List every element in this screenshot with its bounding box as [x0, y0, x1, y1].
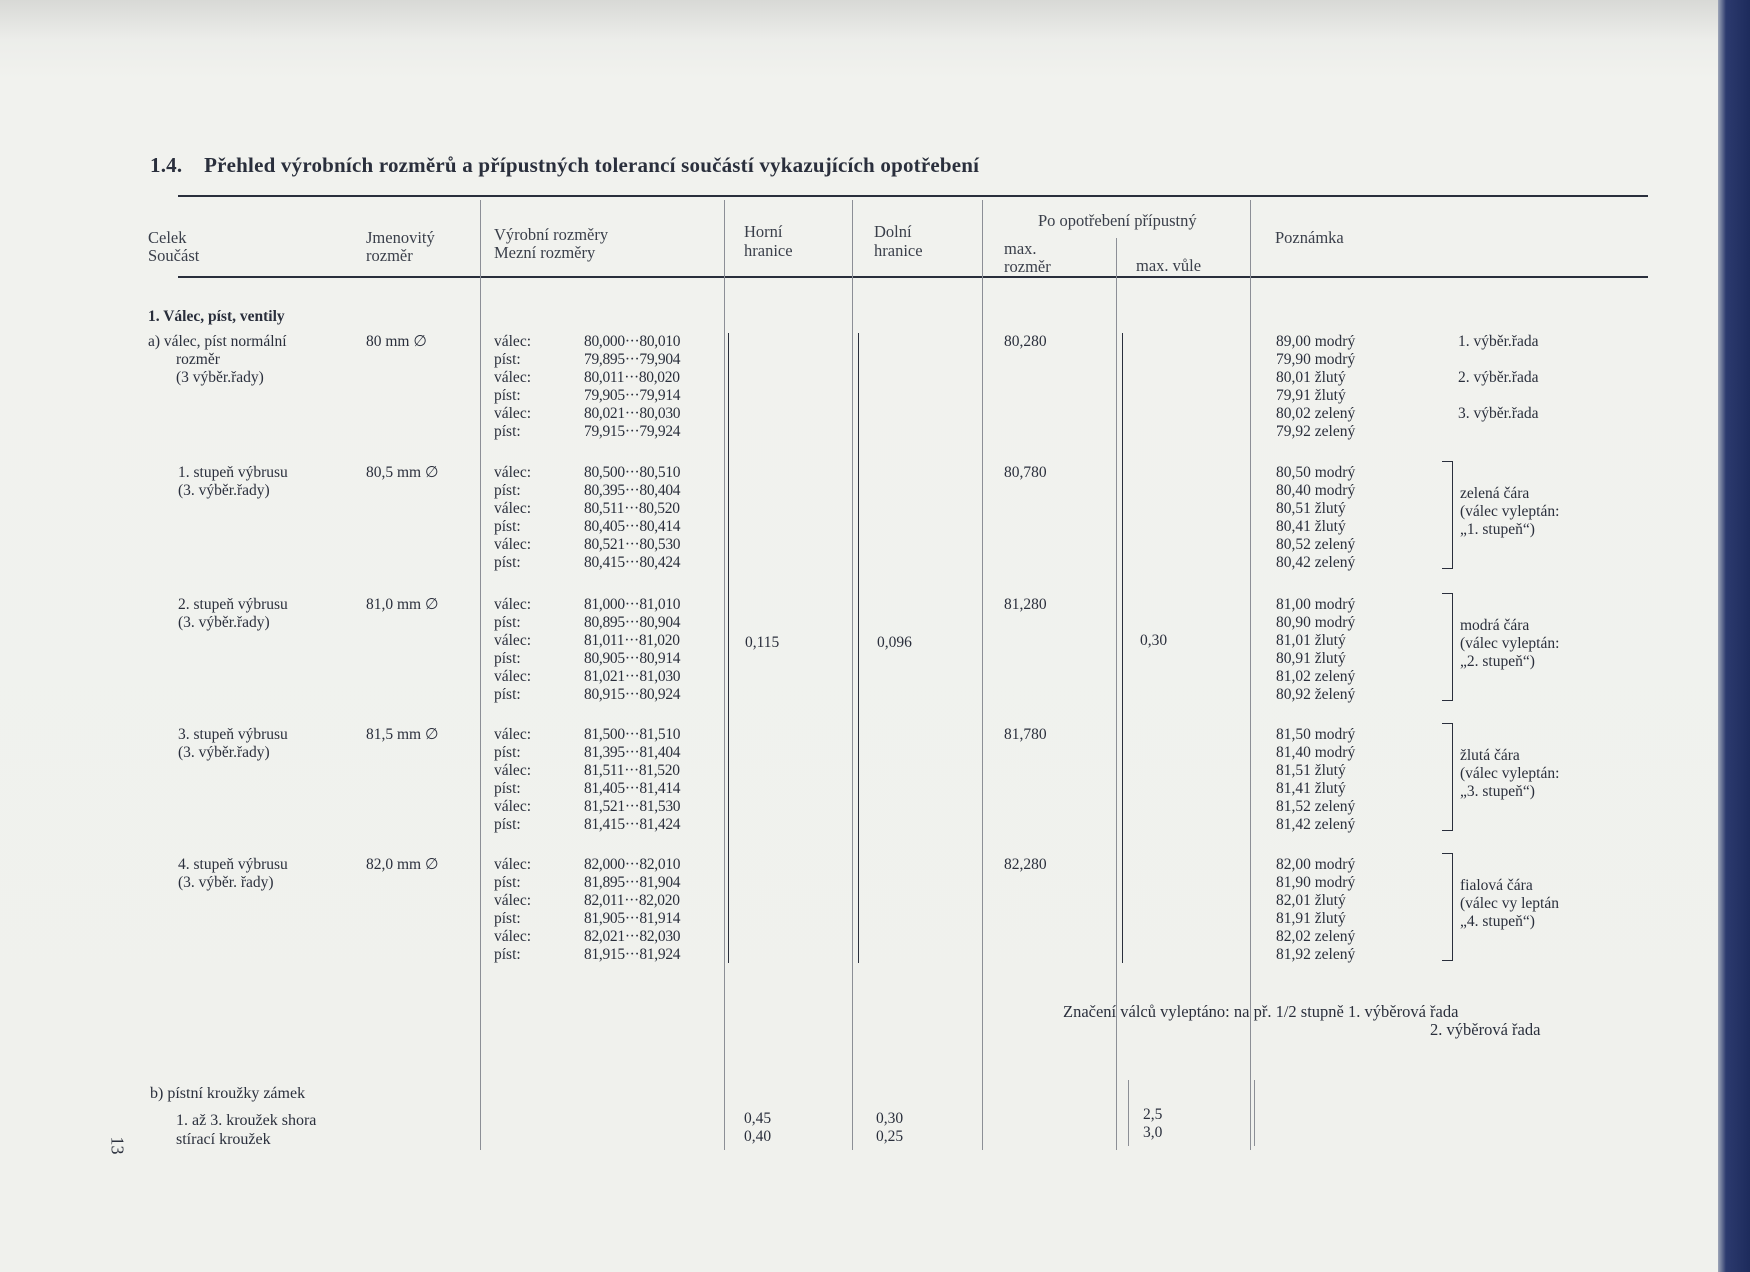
dimension-label: píst:	[494, 910, 521, 927]
dimension-range: 80,405···80,414	[584, 518, 681, 535]
dimension-label: válec:	[494, 333, 532, 350]
rings-upper: 0,40	[744, 1128, 772, 1145]
part-name: 2. stupeň výbrusu	[178, 596, 288, 613]
dimension-range: 81,395···81,404	[584, 744, 681, 761]
part-name: 3. stupeň výbrusu	[178, 726, 288, 743]
dimension-range: 81,915···81,924	[584, 946, 681, 963]
dimension-label: píst:	[494, 351, 521, 368]
note: „4. stupeň“)	[1460, 913, 1535, 930]
header-col4-line1: Horní	[744, 222, 783, 241]
header-col5-line1: Dolní	[874, 222, 912, 241]
color-grade: 81,50 modrý	[1276, 726, 1356, 743]
header-col7: Poznámka	[1275, 228, 1344, 247]
header-top-rule	[178, 195, 1648, 197]
dimension-label: válec:	[494, 536, 532, 553]
dimension-label: válec:	[494, 928, 532, 945]
max-size: 80,280	[1004, 333, 1047, 350]
header-col1-line2: Součást	[148, 246, 200, 265]
color-grade: 80,02 zelený	[1276, 405, 1356, 422]
color-grade: 79,92 zelený	[1276, 423, 1356, 440]
color-grade: 80,01 žlutý	[1276, 369, 1346, 386]
dimension-range: 80,905···80,914	[584, 650, 681, 667]
dimension-range: 80,395···80,404	[584, 482, 681, 499]
dimension-range: 80,021···80,030	[584, 405, 681, 422]
rings-item: stírací kroužek	[176, 1131, 271, 1148]
col-line-1	[480, 200, 481, 1150]
dimension-range: 81,011···81,020	[584, 632, 680, 649]
dimension-range: 79,895···79,904	[584, 351, 681, 368]
clearance-brace	[1116, 333, 1123, 963]
dimension-label: válec:	[494, 892, 532, 909]
dimension-range: 79,915···79,924	[584, 423, 681, 440]
color-grade: 81,92 zelený	[1276, 946, 1356, 963]
color-grade: 80,91 žlutý	[1276, 650, 1346, 667]
note: 3. výběr.řada	[1458, 405, 1539, 422]
part-name: (3. výběr.řady)	[178, 482, 270, 499]
rings-lower: 0,25	[876, 1128, 904, 1145]
color-grade: 89,00 modrý	[1276, 333, 1356, 350]
dimension-label: píst:	[494, 816, 521, 833]
section-title: 1.4. Přehled výrobních rozměrů a přípustných tolerancí součástí vykazujících opotřebení	[150, 153, 980, 177]
color-grade: 81,02 zelený	[1276, 668, 1356, 685]
header-col2-line2: rozměr	[366, 246, 413, 265]
rings-line-b	[1254, 1080, 1255, 1146]
color-grade: 80,51 žlutý	[1276, 500, 1346, 517]
note: „2. stupeň“)	[1460, 653, 1535, 670]
max-size: 82,280	[1004, 856, 1047, 873]
dimension-label: válec:	[494, 464, 532, 481]
part-name: (3. výběr.řady)	[178, 614, 270, 631]
header-col2-line1: Jmenovitý	[366, 228, 435, 247]
dimension-label: válec:	[494, 856, 532, 873]
dimension-range: 82,011···82,020	[584, 892, 680, 909]
part-name: 1. stupeň výbrusu	[178, 464, 288, 481]
dimension-label: válec:	[494, 798, 532, 815]
color-grade: 81,40 modrý	[1276, 744, 1356, 761]
dimension-range: 81,511···81,520	[584, 762, 680, 779]
dimension-range: 81,905···81,914	[584, 910, 681, 927]
note-brace	[1442, 853, 1453, 961]
dimension-label: píst:	[494, 614, 521, 631]
dimension-label: válec:	[494, 596, 532, 613]
color-grade: 81,52 zelený	[1276, 798, 1356, 815]
rings-title: b) pístní kroužky zámek	[150, 1085, 306, 1102]
note-brace	[1442, 593, 1453, 701]
note: (válec vyleptán:	[1460, 765, 1560, 782]
max-size: 81,280	[1004, 596, 1047, 613]
note-brace	[1442, 723, 1453, 831]
dimension-range: 82,000···82,010	[584, 856, 681, 873]
header-col1-line1: Celek	[148, 228, 187, 247]
note: (válec vyleptán:	[1460, 635, 1560, 652]
dimension-label: píst:	[494, 686, 521, 703]
dimension-range: 80,915···80,924	[584, 686, 681, 703]
rings-lower: 0,30	[876, 1110, 904, 1127]
color-grade: 81,90 modrý	[1276, 874, 1356, 891]
header-bottom-rule	[178, 276, 1648, 278]
max-clearance: 0,30	[1140, 632, 1168, 649]
color-grade: 80,42 zelený	[1276, 554, 1356, 571]
note: 1. výběr.řada	[1458, 333, 1539, 350]
dimension-label: píst:	[494, 946, 521, 963]
color-grade: 81,01 žlutý	[1276, 632, 1346, 649]
part-name: a) válec, píst normální	[148, 333, 287, 350]
color-grade: 80,41 žlutý	[1276, 518, 1346, 535]
max-size: 81,780	[1004, 726, 1047, 743]
dimension-range: 80,500···80,510	[584, 464, 681, 481]
color-grade: 80,40 modrý	[1276, 482, 1356, 499]
col-line-4	[982, 200, 983, 1150]
dimension-label: píst:	[494, 518, 521, 535]
nominal-size: 81,0 mm ∅	[366, 596, 439, 613]
nominal-size: 80,5 mm ∅	[366, 464, 439, 481]
color-grade: 80,50 modrý	[1276, 464, 1356, 481]
dimension-label: píst:	[494, 780, 521, 797]
note: „3. stupeň“)	[1460, 783, 1535, 800]
dimension-range: 80,011···80,020	[584, 369, 680, 386]
lower-limit: 0,096	[877, 634, 912, 651]
dimension-label: píst:	[494, 744, 521, 761]
dimension-label: válec:	[494, 668, 532, 685]
note: „1. stupeň“)	[1460, 521, 1535, 538]
rings-clearance: 3,0	[1143, 1124, 1163, 1141]
dimension-range: 81,021···81,030	[584, 668, 681, 685]
header-col6b: max. vůle	[1136, 256, 1202, 275]
color-grade: 80,92 želený	[1276, 686, 1356, 703]
dimension-label: píst:	[494, 482, 521, 499]
note: žlutá čára	[1460, 747, 1520, 764]
dimension-range: 81,405···81,414	[584, 780, 681, 797]
color-grade: 79,91 žlutý	[1276, 387, 1346, 404]
note: 2. výběr.řada	[1458, 369, 1539, 386]
header-col6-group: Po opotřebení přípustný	[1038, 211, 1197, 230]
rings-clearance: 2,5	[1143, 1106, 1163, 1123]
book-spine	[1718, 0, 1750, 1272]
group-title: 1. Válec, píst, ventily	[148, 308, 285, 325]
header-col4-line2: hranice	[744, 241, 793, 260]
dimension-label: válec:	[494, 726, 532, 743]
part-name: (3. výběr. řady)	[178, 874, 274, 891]
dimension-range: 80,415···80,424	[584, 554, 681, 571]
header-col3-line2: Mezní rozměry	[494, 243, 596, 262]
dimension-label: válec:	[494, 369, 532, 386]
note: (válec vyleptán:	[1460, 503, 1560, 520]
dimension-range: 79,905···79,914	[584, 387, 681, 404]
rings-upper: 0,45	[744, 1110, 772, 1127]
part-name: rozměr	[176, 351, 220, 368]
marking-note-line1: Značení válců vyleptáno: na př. 1/2 stupně 1. výběrová řada	[1063, 1002, 1459, 1021]
note: modrá čára	[1460, 617, 1530, 634]
dimension-range: 80,000···80,010	[584, 333, 681, 350]
note: (válec vy leptán	[1460, 895, 1559, 912]
color-grade: 81,91 žlutý	[1276, 910, 1346, 927]
color-grade: 80,90 modrý	[1276, 614, 1356, 631]
note: fialová čára	[1460, 877, 1533, 894]
dimension-range: 80,521···80,530	[584, 536, 681, 553]
header-col5-line2: hranice	[874, 241, 923, 260]
dimension-range: 80,511···80,520	[584, 500, 680, 517]
dimension-label: válec:	[494, 632, 532, 649]
nominal-size: 82,0 mm ∅	[366, 856, 439, 873]
part-name: 4. stupeň výbrusu	[178, 856, 288, 873]
rings-item: 1. až 3. kroužek shora	[176, 1112, 317, 1129]
dimension-label: válec:	[494, 500, 532, 517]
color-grade: 82,02 zelený	[1276, 928, 1356, 945]
note: zelená čára	[1460, 485, 1530, 502]
note-brace	[1442, 461, 1453, 569]
upper-limit: 0,115	[745, 634, 780, 651]
dimension-range: 82,021···82,030	[584, 928, 681, 945]
color-grade: 81,41 žlutý	[1276, 780, 1346, 797]
dimension-label: píst:	[494, 554, 521, 571]
dimension-label: píst:	[494, 650, 521, 667]
rings-line-a	[1128, 1080, 1129, 1146]
page-number: 13	[107, 1136, 128, 1155]
dimension-range: 81,521···81,530	[584, 798, 681, 815]
dimension-range: 81,895···81,904	[584, 874, 681, 891]
header-col6a-line1: max.	[1004, 239, 1037, 258]
color-grade: 81,42 zelený	[1276, 816, 1356, 833]
part-name: (3 výběr.řady)	[176, 369, 264, 386]
color-grade: 82,00 modrý	[1276, 856, 1356, 873]
color-grade: 81,51 žlutý	[1276, 762, 1346, 779]
header-col6a-line2: rozměr	[1004, 257, 1051, 276]
dimension-range: 81,500···81,510	[584, 726, 681, 743]
header-col3-line1: Výrobní rozměry	[494, 225, 609, 244]
color-grade: 82,01 žlutý	[1276, 892, 1346, 909]
dimension-range: 81,000···81,010	[584, 596, 681, 613]
nominal-size: 81,5 mm ∅	[366, 726, 439, 743]
nominal-size: 80 mm ∅	[366, 333, 427, 350]
dimension-label: píst:	[494, 387, 521, 404]
max-size: 80,780	[1004, 464, 1047, 481]
dimension-label: válec:	[494, 405, 532, 422]
dimension-label: válec:	[494, 762, 532, 779]
upper-limit-brace	[722, 333, 729, 963]
dimension-label: píst:	[494, 874, 521, 891]
lower-limit-brace	[852, 333, 859, 963]
dimension-range: 80,895···80,904	[584, 614, 681, 631]
part-name: (3. výběr.řady)	[178, 744, 270, 761]
marking-note-line2: 2. výběrová řada	[1430, 1020, 1541, 1039]
dimension-label: píst:	[494, 423, 521, 440]
color-grade: 80,52 zelený	[1276, 536, 1356, 553]
color-grade: 81,00 modrý	[1276, 596, 1356, 613]
dimension-range: 81,415···81,424	[584, 816, 681, 833]
color-grade: 79,90 modrý	[1276, 351, 1356, 368]
